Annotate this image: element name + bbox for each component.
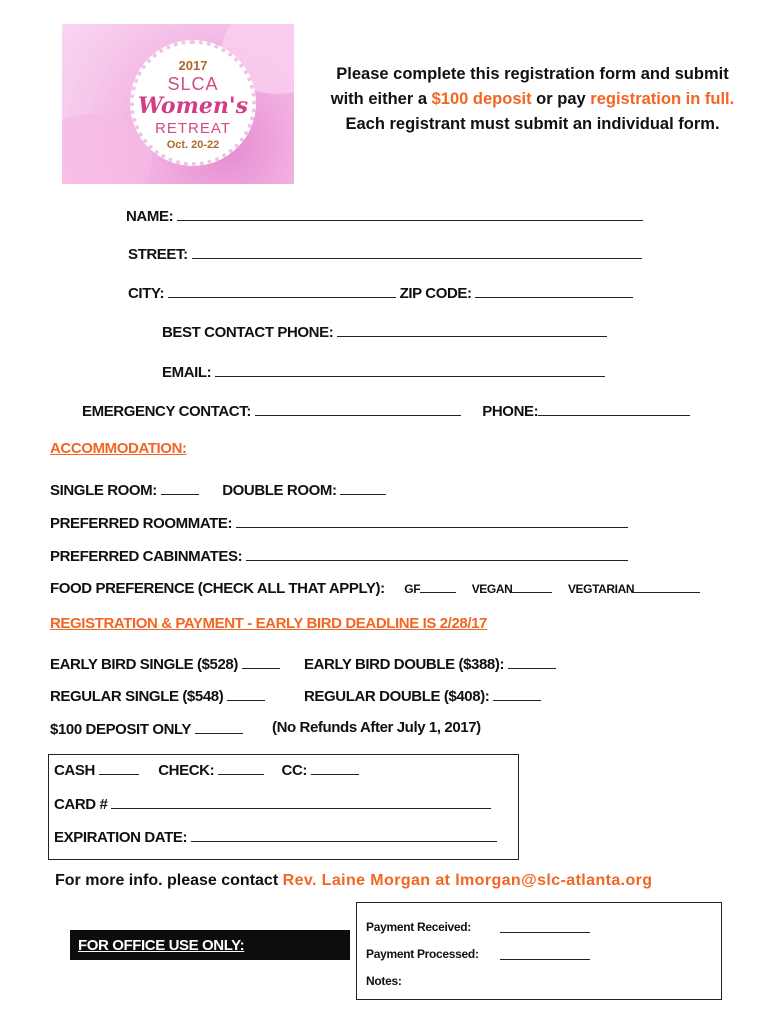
payment-received-row	[366, 920, 471, 934]
emergency-row	[82, 401, 690, 420]
logo-retreat: RETREAT	[155, 120, 231, 137]
cabinmates-field[interactable]	[246, 546, 628, 561]
vegetarian-field[interactable]	[634, 581, 700, 593]
eb-double-row	[304, 654, 556, 673]
eb-single-field[interactable]	[242, 654, 280, 669]
intro-part: Each registrant must submit an individual form.	[345, 115, 720, 133]
vegan-field[interactable]	[512, 581, 552, 593]
cash-field[interactable]	[99, 760, 139, 775]
office-use-label	[70, 930, 350, 960]
accommodation-heading: ACCOMMODATION:	[50, 440, 187, 457]
logo-badge	[130, 40, 256, 166]
payment-method-row	[54, 760, 359, 779]
check-field[interactable]	[218, 760, 264, 775]
deposit-row	[50, 719, 243, 738]
expiration-label: EXPIRATION DATE:	[54, 829, 188, 846]
logo-year: 2017	[178, 58, 208, 73]
zip-field[interactable]	[475, 283, 633, 298]
street-row	[128, 244, 642, 263]
emergency-field[interactable]	[255, 401, 461, 416]
logo-women: Women's	[138, 93, 248, 119]
gf-field[interactable]	[420, 581, 456, 593]
deposit-field[interactable]	[195, 719, 243, 734]
payment-processed-row	[366, 947, 479, 961]
cc-field[interactable]	[311, 760, 359, 775]
office-use-text: FOR OFFICE USE ONLY:	[78, 937, 245, 954]
email-field[interactable]	[215, 362, 605, 377]
zip-label: ZIP CODE:	[399, 285, 472, 302]
deposit-label: $100 DEPOSIT ONLY	[50, 721, 191, 738]
emergency-label: EMERGENCY CONTACT:	[82, 403, 251, 420]
single-room-label: SINGLE ROOM:	[50, 482, 157, 499]
roommate-row	[50, 513, 628, 532]
eb-single-row	[50, 654, 280, 673]
contact-line	[55, 872, 652, 890]
eb-double-label: EARLY BIRD DOUBLE ($388):	[304, 656, 505, 673]
reg-double-field[interactable]	[493, 686, 541, 701]
email-label: EMAIL:	[162, 364, 212, 381]
name-label: NAME:	[126, 208, 174, 225]
contact-person: Rev. Laine Morgan at lmorgan@slc-atlanta.org	[282, 872, 653, 889]
payment-received-field[interactable]	[500, 920, 590, 933]
card-label: CARD #	[54, 796, 108, 813]
food-label: FOOD PREFERENCE (CHECK ALL THAT APPLY):	[50, 580, 385, 597]
city-field[interactable]	[168, 283, 396, 298]
name-field[interactable]	[177, 206, 643, 221]
eb-single-label: EARLY BIRD SINGLE ($528)	[50, 656, 238, 673]
retreat-logo	[62, 24, 294, 184]
expiration-row	[54, 827, 497, 846]
cc-label: CC:	[281, 762, 307, 779]
phone-field[interactable]	[538, 401, 690, 416]
roommate-field[interactable]	[236, 513, 628, 528]
double-room-field[interactable]	[340, 480, 386, 495]
email-row	[162, 362, 605, 381]
gf-label: GF	[404, 582, 421, 596]
cash-label: CASH	[54, 762, 95, 779]
name-row	[126, 206, 643, 225]
street-field[interactable]	[192, 244, 642, 259]
eb-double-field[interactable]	[508, 654, 556, 669]
food-row	[50, 580, 700, 597]
intro-text	[320, 62, 745, 137]
best-phone-row	[162, 322, 607, 341]
logo-org: SLCA	[167, 74, 219, 94]
cabinmates-row	[50, 546, 628, 565]
best-phone-field[interactable]	[337, 322, 607, 337]
room-row	[50, 480, 386, 499]
notes-label: Notes:	[366, 974, 402, 988]
reg-single-label: REGULAR SINGLE ($548)	[50, 688, 224, 705]
reg-double-label: REGULAR DOUBLE ($408):	[304, 688, 490, 705]
contact-prefix: For more info. please contact	[55, 872, 283, 889]
city-label: CITY:	[128, 285, 165, 302]
reg-single-row	[50, 686, 265, 705]
cabinmates-label: PREFERRED CABINMATES:	[50, 548, 243, 565]
card-field[interactable]	[111, 794, 491, 809]
payment-processed-label: Payment Processed:	[366, 947, 479, 961]
intro-part: or pay	[531, 90, 591, 108]
expiration-field[interactable]	[191, 827, 497, 842]
logo-dates: Oct. 20-22	[166, 139, 220, 151]
best-phone-label: BEST CONTACT PHONE:	[162, 324, 334, 341]
reg-single-field[interactable]	[227, 686, 265, 701]
intro-part: Please complete this registration form and submit with either a	[330, 65, 729, 108]
payment-heading: REGISTRATION & PAYMENT - EARLY BIRD DEADLINE IS 2/28/17	[50, 615, 487, 632]
payment-processed-field[interactable]	[500, 947, 590, 960]
vegetarian-label: VEGTARIAN	[567, 582, 635, 596]
deposit-highlight: $100 deposit	[431, 90, 532, 108]
city-row	[128, 283, 633, 302]
vegan-label: VEGAN	[471, 582, 513, 596]
check-label: CHECK:	[158, 762, 215, 779]
card-row	[54, 794, 491, 813]
payment-received-label: Payment Received:	[366, 920, 471, 934]
roommate-label: PREFERRED ROOMMATE:	[50, 515, 233, 532]
single-room-field[interactable]	[161, 480, 199, 495]
street-label: STREET:	[128, 246, 188, 263]
no-refunds-note: (No Refunds After July 1, 2017)	[272, 719, 481, 736]
reg-double-row	[304, 686, 541, 705]
phone-label: PHONE:	[482, 403, 539, 420]
full-highlight: registration in full.	[590, 90, 735, 108]
double-room-label: DOUBLE ROOM:	[222, 482, 337, 499]
